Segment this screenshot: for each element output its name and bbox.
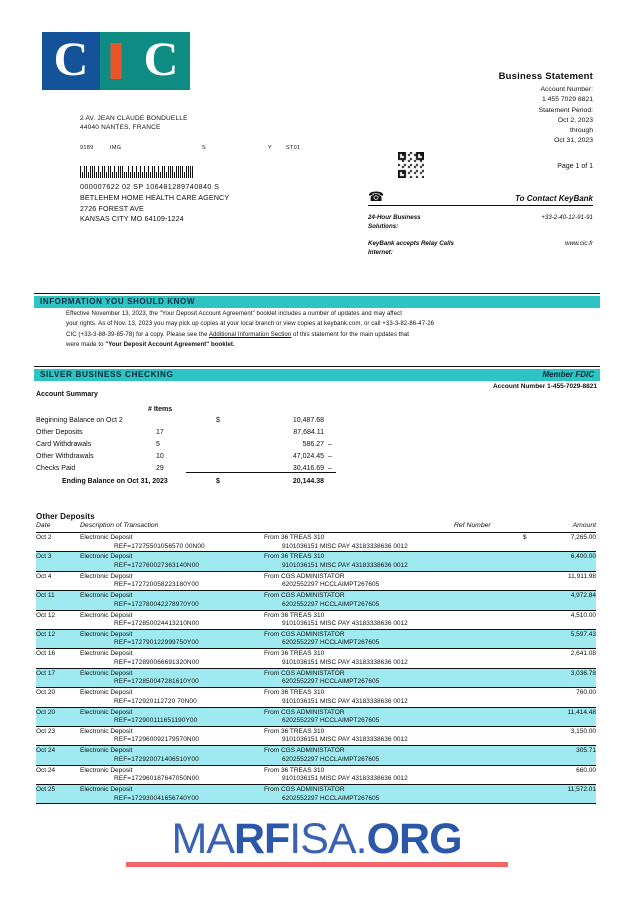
account-banner — [34, 369, 600, 381]
column-header-description: Description of Transaction — [80, 522, 159, 529]
row-detail: 6202552297 HCCLAIMPT267605 — [282, 717, 380, 725]
row-date: Oct 17 — [36, 669, 56, 677]
account-banner-rule — [34, 366, 600, 367]
deposits-table-header — [36, 522, 596, 533]
contact-section — [368, 190, 593, 257]
table-row — [36, 688, 596, 707]
account-summary-table — [36, 406, 336, 485]
account-number-line: Account Number 1-455-7029-8821 — [492, 383, 597, 390]
row-date: Oct 2 — [36, 534, 52, 541]
table-row — [36, 785, 596, 804]
row-amount: 3,036.78 — [570, 669, 596, 677]
row-detail: 9101036151 MISC PAY 43183338636 0012 — [282, 697, 408, 705]
statement-period-start: Oct 2, 2023 — [557, 116, 593, 124]
info-banner — [34, 296, 600, 308]
summary-row — [36, 441, 336, 453]
row-description: Electronic Deposit — [80, 650, 133, 658]
table-row — [36, 591, 596, 610]
row-amount: 760.00 — [576, 689, 596, 697]
row-amount: 3,150.00 — [570, 727, 596, 735]
page-number: Page 1 of 1 — [557, 163, 593, 170]
row-detail: 9101036151 MISC PAY 43183338636 0012 — [282, 736, 408, 744]
row-detail: 9101036151 MISC PAY 43183338636 0012 — [282, 658, 408, 666]
summary-row-amount: 10,487.68 — [292, 417, 324, 424]
row-description: Electronic Deposit — [80, 669, 133, 677]
account-number-value: 1 455 7029 8821 — [541, 96, 593, 104]
summary-row-items: 29 — [156, 465, 164, 472]
row-date: Oct 24 — [36, 766, 56, 774]
row-date: Oct 23 — [36, 727, 56, 735]
member-fdic-label: Member FDIC — [542, 370, 594, 379]
info-banner-text — [66, 309, 596, 351]
table-row — [36, 669, 596, 688]
row-description: Electronic Deposit — [80, 592, 133, 600]
summary-row — [36, 465, 336, 477]
row-description: Electronic Deposit — [80, 786, 133, 794]
table-row — [36, 746, 596, 765]
summary-row-amount: 586.27 — [302, 441, 324, 448]
summary-items-header: # Items — [148, 406, 173, 413]
codeline-field-5: ST01 — [286, 145, 301, 151]
statement-title: Business Statement — [498, 71, 593, 82]
watermark — [0, 815, 633, 867]
watermark-text: MARFISA.ORG — [171, 815, 462, 863]
column-header-ref: Ref Number — [454, 522, 491, 529]
summary-row-label: Card Withdrawals — [36, 441, 92, 448]
row-detail: 6202552297 HCCLAIMPT267605 — [282, 794, 380, 802]
statement-period-through: through — [569, 127, 593, 134]
summary-row-label: Checks Paid — [36, 465, 76, 472]
row-ref-line: REF=172780042278970Y00 — [114, 600, 199, 608]
row-description: Electronic Deposit — [80, 689, 133, 697]
table-row — [36, 727, 596, 746]
row-amount: 11,911.98 — [568, 572, 596, 580]
row-currency: $ — [523, 534, 527, 541]
ending-balance-label: Ending Balance on Oct 31, 2023 — [62, 478, 168, 485]
summary-row — [36, 429, 336, 441]
row-description: Electronic Deposit — [80, 630, 133, 638]
row-date: Oct 20 — [36, 689, 56, 697]
row-description: Electronic Deposit — [80, 727, 133, 735]
row-amount: 4,510.00 — [570, 611, 596, 619]
ending-balance-currency: $ — [216, 478, 220, 485]
row-from: From CGS ADMINISTATOR — [264, 669, 345, 677]
summary-row-items: 17 — [156, 429, 164, 436]
row-ref-line: REF=172890066691320N00 — [114, 658, 200, 666]
row-ref-line: REF=172960092179570N00 — [114, 736, 200, 744]
row-date: Oct 12 — [36, 611, 56, 619]
row-ref-line: REF=172920071406510Y00 — [114, 755, 199, 763]
logo-letter-c-right: C — [143, 33, 179, 87]
logo-orange-bar-icon — [111, 43, 122, 79]
product-name: SILVER BUSINESS CHECKING — [40, 370, 174, 379]
row-date: Oct 3 — [36, 553, 52, 561]
row-amount: 11,572.01 — [567, 786, 596, 794]
row-ref-line: REF=172720058223180Y00 — [114, 581, 199, 589]
statement-period-end: Oct 31, 2023 — [554, 137, 593, 145]
contact-heading: To Contact KeyBank — [515, 194, 593, 203]
table-row — [36, 766, 596, 785]
row-date: Oct 11 — [36, 592, 55, 600]
row-amount: 7,265.00 — [570, 534, 596, 541]
table-row — [36, 611, 596, 630]
table-row — [36, 533, 596, 552]
table-row — [36, 649, 596, 668]
codeline-field-4: Y — [268, 145, 272, 151]
contact-relay-label: KeyBank accepts Relay Calls Internet: — [368, 239, 454, 256]
customer-code-line: 000007622 02 SP 106481289740840 S — [80, 182, 220, 191]
logo-block-teal — [132, 32, 190, 90]
summary-row-amount: 47,024.45 — [292, 453, 324, 460]
account-number-label: Account Number: — [540, 86, 593, 94]
info-text-line3: CIC (+33-3-88-39-85-78) for a copy. Please see the Additional Information Section of this statement for the main updates that — [66, 330, 410, 338]
statement-period-label: Statement Period: — [538, 106, 593, 114]
additional-information-link[interactable]: Additional Information Section — [208, 330, 292, 338]
contact-phone-value: +33-2-40-12-91-91 — [541, 214, 593, 221]
info-text-line4: were made to "Your Deposit Account Agreement" booklet. — [66, 341, 235, 349]
bank-address-line1: 2 AV. JEAN CLAUDE BONDUELLE — [80, 115, 188, 122]
ending-balance-amount: 20,144.38 — [292, 478, 324, 485]
summary-row-items: 10 — [156, 453, 164, 460]
logo-block-middle — [100, 32, 132, 90]
row-date: Oct 12 — [36, 630, 56, 638]
row-amount: 4,972.84 — [570, 592, 596, 600]
row-from: From CGS ADMINISTATOR — [264, 708, 345, 716]
row-from: From CGS ADMINISTATOR — [264, 592, 345, 600]
statement-meta — [499, 70, 593, 146]
row-from: From 36 TREAS 310 — [264, 727, 325, 735]
table-row — [36, 552, 596, 571]
row-detail: 9101036151 MISC PAY 43183338636 0012 — [282, 561, 408, 569]
account-summary-title: Account Summary — [36, 391, 98, 398]
row-from: From 36 TREAS 310 — [264, 766, 325, 774]
row-detail: 6202552297 HCCLAIMPT267605 — [282, 678, 380, 686]
info-banner-rule — [34, 293, 600, 294]
row-detail: 6202552297 HCCLAIMPT267605 — [282, 755, 380, 763]
summary-row-label: Other Deposits — [36, 429, 83, 436]
qr-code-icon — [398, 152, 424, 178]
row-ref-line: REF=17275501056570 00N00 — [114, 542, 205, 550]
row-date: Oct 4 — [36, 572, 52, 580]
row-amount: 660.00 — [576, 766, 596, 774]
row-from: From CGS ADMINISTATOR — [264, 747, 345, 755]
row-ref-line: REF=172960187647050N00 — [114, 775, 200, 783]
summary-total-rule — [186, 472, 336, 473]
row-ref-line: REF=172760027363140N00 — [114, 561, 200, 569]
row-date: Oct 24 — [36, 747, 56, 755]
summary-row — [36, 417, 336, 429]
row-from: From 36 TREAS 310 — [264, 689, 325, 697]
codeline-field-2: IMG — [110, 145, 122, 151]
other-deposits-title: Other Deposits — [36, 512, 95, 521]
summary-row-label: Beginning Balance on Oct 2 — [36, 417, 123, 424]
info-text-line1: Effective November 13, 2023, the "Your Deposit Account Agreement" booklet includes a number of updates and may affect — [66, 310, 402, 317]
cic-logo — [42, 32, 190, 90]
codeline-field-3: S — [202, 145, 206, 151]
row-detail: 6202552297 HCCLAIMPT267605 — [282, 639, 380, 647]
row-amount: 6,400.00 — [570, 553, 596, 561]
row-from: From 36 TREAS 310 — [264, 553, 325, 561]
logo-letter-c-left: C — [53, 33, 89, 87]
row-detail: 6202552297 HCCLAIMPT267605 — [282, 600, 380, 608]
customer-name: BETLEHEM HOME HEALTH CARE AGENCY — [80, 192, 230, 202]
row-detail: 9101036151 MISC PAY 43183338636 0012 — [282, 620, 408, 628]
table-row — [36, 572, 596, 591]
row-amount: 2,641.08 — [570, 650, 596, 658]
info-banner-heading: INFORMATION YOU SHOULD KNOW — [40, 297, 196, 306]
summary-row-amount: 30,416.69 — [292, 465, 324, 472]
row-detail: 9101036151 MISC PAY 43183338636 0012 — [282, 542, 408, 550]
summary-row-items: 5 — [156, 441, 160, 448]
table-row — [36, 708, 596, 727]
row-date: Oct 20 — [36, 708, 56, 716]
row-date: Oct 16 — [36, 650, 56, 658]
postal-barcode-icon — [80, 166, 193, 178]
row-from: From 36 TREAS 310 — [264, 611, 325, 619]
codeline-field-1: 9189 — [80, 145, 94, 151]
row-ref-line: REF=172920112720 70N00 — [114, 697, 197, 705]
row-amount: 5,597.43 — [570, 630, 596, 638]
summary-row — [36, 453, 336, 465]
summary-row-sign: – — [328, 441, 332, 448]
contact-solutions-label: 24-Hour Business Solutions: — [368, 214, 421, 231]
logo-block-blue — [42, 32, 100, 90]
row-ref-line: REF=172850047281610Y00 — [114, 678, 199, 686]
telephone-icon: ☎ — [368, 189, 385, 204]
summary-row-sign: – — [328, 465, 332, 472]
row-ref-line: REF=172850024413210N00 — [114, 620, 200, 628]
contact-internet-value: www.cic.fr — [565, 239, 593, 247]
row-from: From 36 TREAS 310 — [264, 534, 325, 541]
column-header-amount: Amount — [572, 522, 596, 529]
customer-street: 2726 FOREST AVE — [80, 203, 144, 213]
row-from: From CGS ADMINISTATOR — [264, 572, 345, 580]
other-deposits-section — [36, 512, 596, 804]
row-description: Electronic Deposit — [80, 747, 133, 755]
row-date: Oct 25 — [36, 786, 56, 794]
row-amount: 305.71 — [576, 747, 596, 755]
row-description: Electronic Deposit — [80, 766, 133, 774]
summary-row-amount: 87,684.11 — [293, 429, 324, 436]
row-ref-line: REF=172790122999750Y00 — [114, 639, 199, 647]
row-description: Electronic Deposit — [80, 708, 133, 716]
row-description: Electronic Deposit — [80, 611, 133, 619]
summary-row-sign: – — [328, 453, 332, 460]
row-from: From CGS ADMINISTATOR — [264, 630, 345, 638]
bank-address — [80, 114, 188, 133]
column-header-date: Date — [36, 522, 51, 529]
row-description: Electronic Deposit — [80, 534, 133, 541]
info-text-line2: your rights. As of Nov. 13, 2023 you may pick up copies at your local branch or view copies at keybank.com, or call +33-3-82-86-47-26 — [66, 320, 435, 328]
row-detail: 9101036151 MISC PAY 43183338636 0012 — [282, 775, 408, 783]
customer-city-state-zip: KANSAS CITY MO 64109-1224 — [80, 214, 184, 224]
row-from: From 36 TREAS 310 — [264, 650, 325, 658]
row-ref-line: REF=172930041656740Y00 — [114, 794, 199, 802]
row-detail: 6202552297 HCCLAIMPT267605 — [282, 581, 380, 589]
ending-balance-row — [36, 478, 336, 490]
summary-row-currency: $ — [216, 417, 220, 424]
row-amount: 11,414.48 — [567, 708, 596, 716]
table-row — [36, 630, 596, 649]
row-description: Electronic Deposit — [80, 572, 133, 580]
customer-address-block — [80, 182, 229, 225]
row-from: From CGS ADMINISTATOR — [264, 786, 345, 794]
summary-row-label: Other Withdrawals — [36, 453, 94, 460]
row-description: Electronic Deposit — [80, 553, 133, 561]
row-ref-line: REF=172900111651190Y00 — [114, 717, 198, 725]
bank-address-line2: 44040 NANTES, FRANCE — [80, 124, 161, 132]
